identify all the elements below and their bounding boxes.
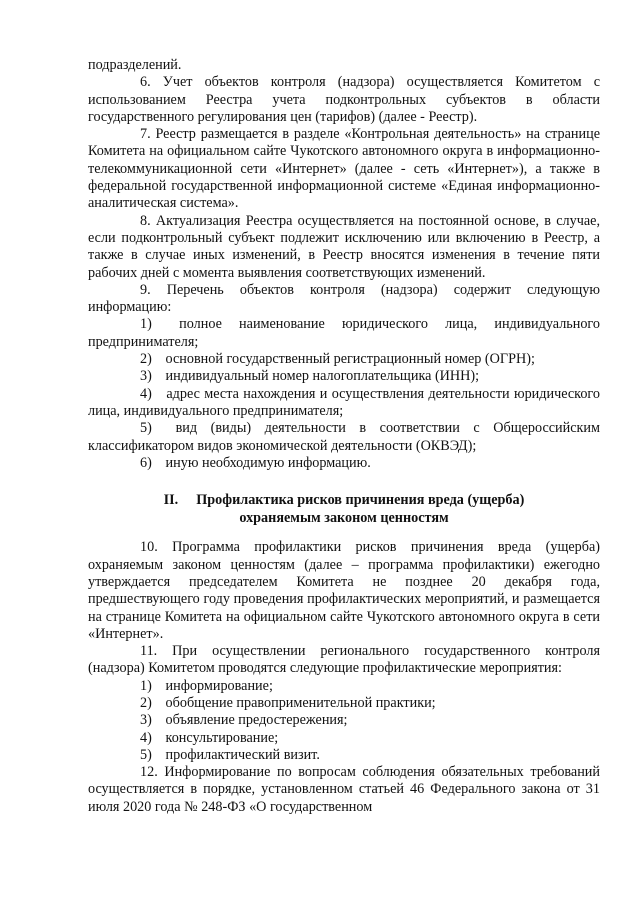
section-title-line-2: охраняемым законом ценностям: [239, 509, 449, 526]
list-item: 5) вид (виды) деятельности в соответствии с Общероссийским классификатором видов экономической деятельности (ОКВЭД);: [88, 420, 601, 454]
paragraph-9: 9. Перечень объектов контроля (надзора) содержит следующую информацию:: [88, 281, 600, 316]
paragraph-11: 11. При осуществлении регионального государственного контроля (надзора) Комитетом проводятся следующие профилактические мероприятия:: [88, 643, 600, 677]
info-list: [88, 316, 600, 472]
measures-list: [88, 678, 600, 764]
list-item: 3) индивидуальный номер налогоплательщика (ИНН);: [140, 368, 480, 385]
paragraph-10: 10. Программа профилактики рисков причинения вреда (ущерба) охраняемым законом ценностям (далее – программа профилактики) ежегодно утверждается председателем Комитета не позднее 20 декабря года, предшествующего году проведения профилактических мероприятий, и размещается на странице Комитета на официальном сайте Чукотского автономного округа в сети «Интернет».: [88, 539, 600, 642]
list-item: 2) основной государственный регистрационный номер (ОГРН);: [140, 351, 535, 368]
list-item: 4) адрес места нахождения и осуществления деятельности юридического лица, индивидуального предпринимателя;: [88, 385, 600, 419]
section-heading: [88, 492, 600, 527]
list-item: 6) иную необходимую информацию.: [140, 454, 371, 471]
list-item: 1) информирование;: [140, 677, 273, 694]
paragraph-8: 8. Актуализация Реестра осуществляется на постоянной основе, в случае, если подконтрольный субъект подлежит исключению или включению в Реестр, а также в случае иных изменений, в Реестр вносятся изменения в течение пяти рабочих дней с момента выявления соответствующих изменений.: [88, 212, 600, 281]
paragraph-6: 6. Учет объектов контроля (надзора) осуществляется Комитетом с использованием Реестра учета подконтрольных субъектов в области государственного регулирования цен (тарифов) (далее - Реестр).: [88, 74, 600, 125]
list-item: 5) профилактический визит.: [140, 746, 320, 763]
document-body: [88, 57, 600, 816]
list-item: 2) обобщение правоприменительной практики;: [140, 694, 436, 711]
section-title-line-1: Профилактика рисков причинения вреда (ущерба): [196, 492, 525, 509]
paragraph-7: 7. Реестр размещается в разделе «Контрольная деятельность» на странице Комитета на официальном сайте Чукотского автономного округа в информационно-телекоммуникационной сети «Интернет» (далее - сеть «Интернет»), а также в федеральной государственной информационной системе «Единая информационно-аналитическая система».: [88, 126, 600, 212]
list-item: 4) консультирование;: [140, 729, 279, 746]
list-item: 3) объявление предостережения;: [140, 712, 348, 729]
paragraph-continuation: подразделений.: [88, 57, 182, 73]
paragraph-12: 12. Информирование по вопросам соблюдения обязательных требований осуществляется в порядке, установленном статьей 46 Федерального закона от 31 июля 2020 года № 248-ФЗ «О государственном: [88, 764, 600, 815]
section-number: II.: [163, 492, 179, 509]
list-item: 1) полное наименование юридического лица, индивидуального предпринимателя;: [88, 316, 600, 350]
